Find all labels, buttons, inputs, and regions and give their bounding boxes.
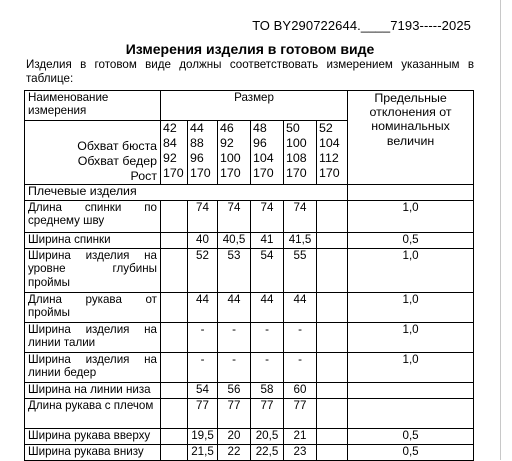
label-height: Рост: [130, 169, 157, 183]
document-number: ТО BY290722644.____7193-----2025: [252, 18, 471, 33]
row-tolerance: 1,0: [348, 201, 474, 233]
row-value: -: [188, 323, 218, 353]
table-row: [25, 323, 474, 353]
row-tolerance: [348, 383, 474, 399]
row-tolerance: 0,5: [348, 445, 474, 461]
row-value: 54: [188, 383, 218, 399]
table-row: [25, 201, 474, 233]
table-row: [25, 445, 474, 461]
row-value: 77: [251, 399, 284, 429]
page-edge: [500, 0, 512, 460]
table-cell: [348, 185, 474, 201]
size-column: 46 92 100 170: [218, 121, 251, 185]
row-value: [317, 293, 348, 323]
table-row: [25, 249, 474, 293]
row-value: [161, 383, 188, 399]
table-row: [25, 429, 474, 445]
row-value: 55: [284, 249, 317, 293]
row-value: 52: [188, 249, 218, 293]
row-value: 77: [188, 399, 218, 429]
row-value: [317, 249, 348, 293]
document-note: Изделия в готовом виде должны соответствовать измерением указанным в таблице:: [26, 58, 474, 85]
row-value: [317, 399, 348, 429]
row-label: Ширина рукава внизу: [25, 445, 161, 461]
row-value: [161, 293, 188, 323]
row-value: 74: [188, 201, 218, 233]
table-row: [25, 293, 474, 323]
row-value: 19,5: [188, 429, 218, 445]
row-value: 54: [251, 249, 284, 293]
row-tolerance: 1,0: [348, 353, 474, 383]
row-value: 77: [284, 399, 317, 429]
row-value: 21: [284, 429, 317, 445]
row-tolerance: 0,5: [348, 233, 474, 249]
row-tolerance: 0,5: [348, 429, 474, 445]
size-column: 48 96 104 170: [251, 121, 284, 185]
row-value: -: [284, 353, 317, 383]
row-tolerance: [348, 399, 474, 429]
row-value: [161, 399, 188, 429]
row-value: [161, 249, 188, 293]
row-value: 77: [218, 399, 251, 429]
row-value: -: [251, 323, 284, 353]
row-value: 74: [284, 201, 317, 233]
row-value: 20: [218, 429, 251, 445]
row-value: [161, 429, 188, 445]
row-value: 22: [218, 445, 251, 461]
measurements-table: [24, 90, 474, 461]
row-value: -: [218, 323, 251, 353]
row-value: 40: [188, 233, 218, 249]
label-bust: Обхват бюста: [77, 139, 157, 153]
row-value: [317, 201, 348, 233]
row-value: [161, 353, 188, 383]
row-tolerance: 1,0: [348, 249, 474, 293]
row-value: [317, 429, 348, 445]
row-label: Ширина изделия на линии бедер: [25, 353, 161, 383]
size-column: 44 88 96 170: [188, 121, 218, 185]
section-title: Плечевые изделия: [25, 185, 348, 201]
label-hips: Обхват бедер: [77, 154, 157, 168]
column-header-size: Размер: [161, 91, 348, 121]
row-value: 56: [218, 383, 251, 399]
size-column: 50 100 108 170: [284, 121, 317, 185]
row-value: 44: [218, 293, 251, 323]
row-value: [317, 353, 348, 383]
column-header-name: Наименование измерения: [25, 91, 161, 121]
size-column: 52 104 112 170: [317, 121, 348, 185]
row-value: 58: [251, 383, 284, 399]
row-value: [317, 233, 348, 249]
row-value: [161, 445, 188, 461]
row-value: -: [188, 353, 218, 383]
row-value: [317, 323, 348, 353]
row-value: 53: [218, 249, 251, 293]
row-label: Длина рукава с плечом: [25, 399, 161, 429]
row-value: 74: [251, 201, 284, 233]
table-body: [25, 201, 474, 461]
row-value: 44: [188, 293, 218, 323]
row-value: [161, 233, 188, 249]
row-value: [161, 201, 188, 233]
row-label: Ширина изделия на линии талии: [25, 323, 161, 353]
row-value: 41,5: [284, 233, 317, 249]
row-value: -: [284, 323, 317, 353]
row-value: [161, 323, 188, 353]
row-value: 20,5: [251, 429, 284, 445]
row-value: [317, 383, 348, 399]
row-tolerance: 1,0: [348, 293, 474, 323]
row-value: 23: [284, 445, 317, 461]
row-value: -: [251, 353, 284, 383]
row-value: 44: [284, 293, 317, 323]
row-label: Ширина рукава вверху: [25, 429, 161, 445]
row-value: 21,5: [188, 445, 218, 461]
table-row: [25, 399, 474, 429]
row-label: Ширина изделия на уровне глубины проймы: [25, 249, 161, 293]
row-tolerance: 1,0: [348, 323, 474, 353]
row-label: Длина рукава от проймы: [25, 293, 161, 323]
row-label: Длина спинки по среднему шву: [25, 201, 161, 233]
table-row: [25, 383, 474, 399]
row-value: -: [218, 353, 251, 383]
row-value: 41: [251, 233, 284, 249]
document-title: Измерения изделия в готовом виде: [125, 41, 375, 57]
row-label: Ширина спинки: [25, 233, 161, 249]
row-value: 60: [284, 383, 317, 399]
table-row: [25, 353, 474, 383]
row-value: 40,5: [218, 233, 251, 249]
row-value: 22,5: [251, 445, 284, 461]
row-value: 74: [218, 201, 251, 233]
table-row: [25, 233, 474, 249]
row-value: 44: [251, 293, 284, 323]
row-value: [317, 445, 348, 461]
size-column: 42 84 92 170: [161, 121, 188, 185]
column-header-tolerance: Предельные отклонения от номинальных величин: [348, 91, 474, 185]
row-label: Ширина на линии низа: [25, 383, 161, 399]
size-labels-cell: [25, 121, 161, 185]
